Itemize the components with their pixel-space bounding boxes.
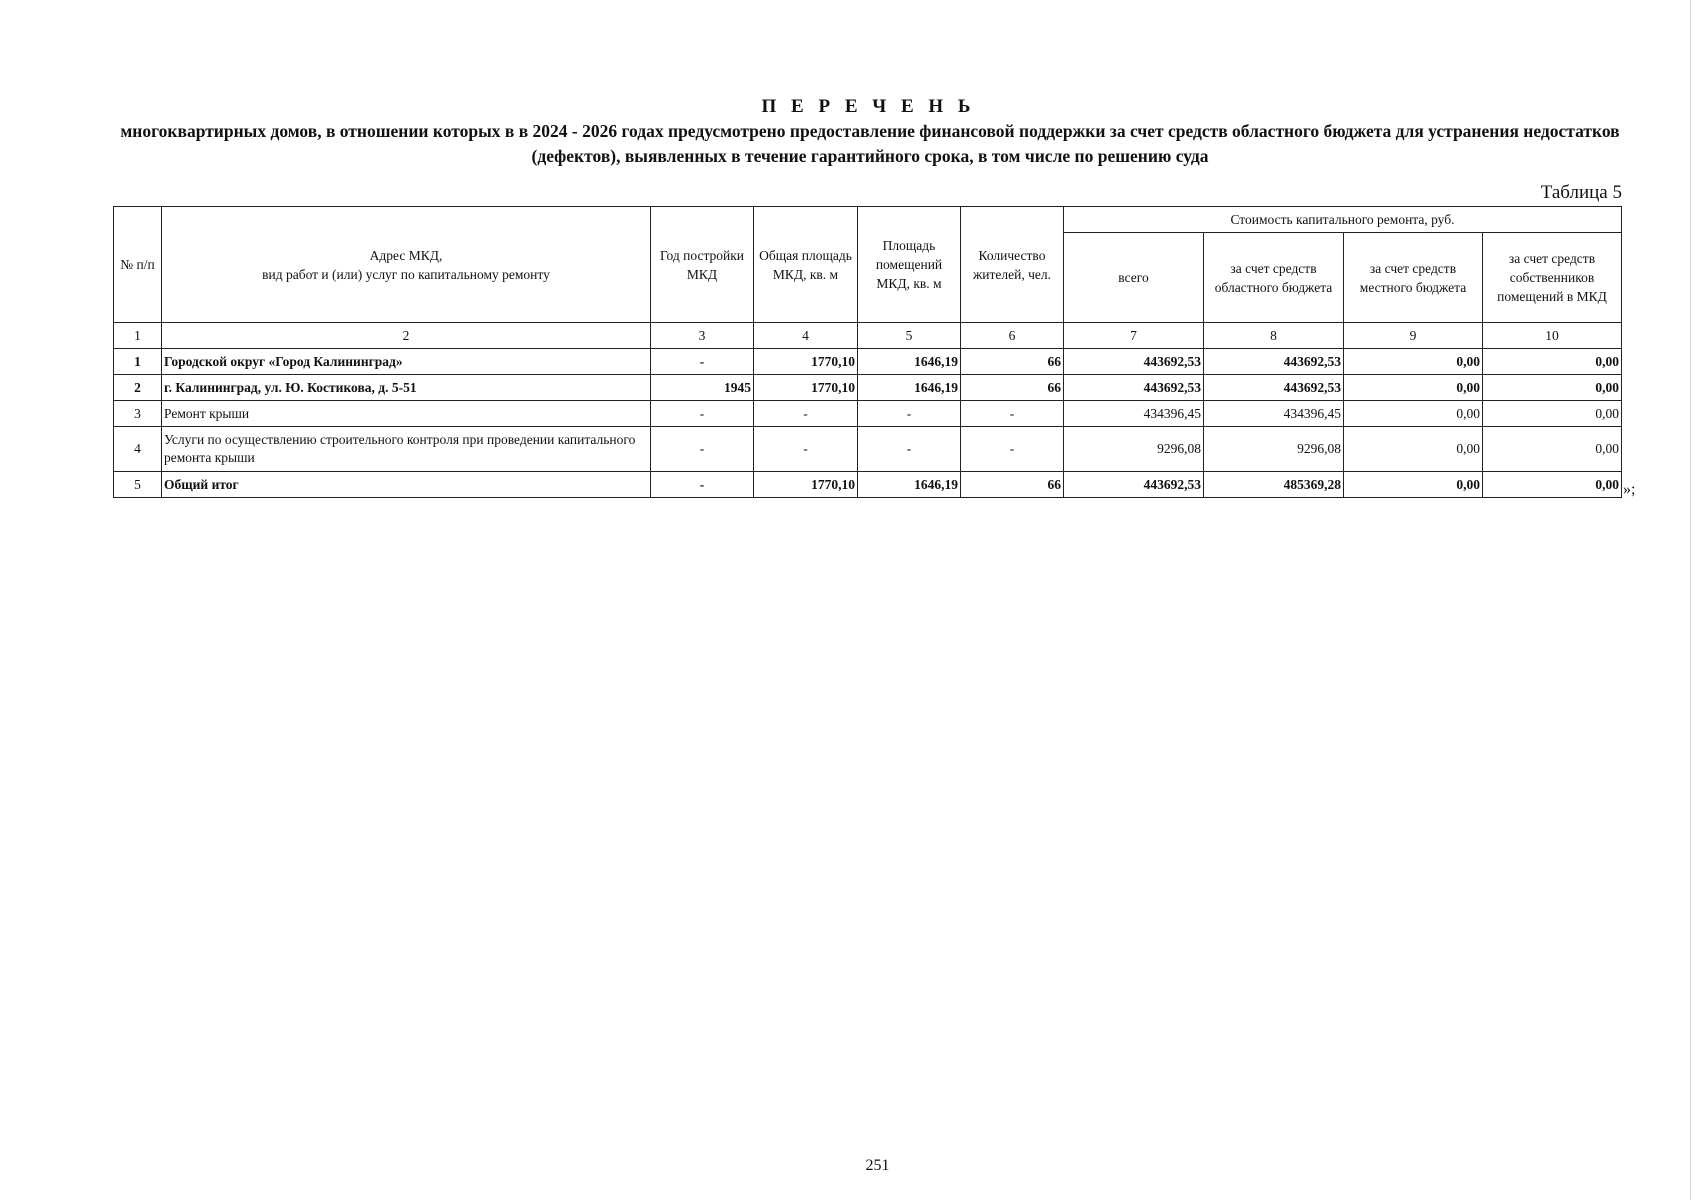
row-cost-regional: 443692,53 bbox=[1204, 349, 1344, 375]
closing-quote-mark: »; bbox=[1623, 481, 1636, 498]
row-cost-total: 9296,08 bbox=[1064, 427, 1204, 472]
header-num: № п/п bbox=[114, 207, 162, 323]
column-number: 4 bbox=[754, 323, 858, 349]
row-address: г. Калининград, ул. Ю. Костикова, д. 5-51 bbox=[162, 375, 651, 401]
header-cost-total: всего bbox=[1064, 233, 1204, 323]
document-subtitle: многоквартирных домов, в отношении которых в в 2024 - 2026 годах предусмотрено предоставление финансовой поддержки за счет средств областного бюджета для устранения недостатков (дефектов), выявленных в течение гарантийного срока, в том числе по решению суда bbox=[120, 121, 1620, 166]
table-row bbox=[114, 427, 1622, 472]
document-title: П Е Р Е Ч Е Н Ь bbox=[761, 96, 976, 117]
row-premises-area: - bbox=[858, 401, 961, 427]
table-row bbox=[114, 401, 1622, 427]
row-cost-total: 443692,53 bbox=[1064, 375, 1204, 401]
row-num: 5 bbox=[114, 472, 162, 498]
row-residents: 66 bbox=[961, 349, 1064, 375]
row-cost-owners: 0,00 bbox=[1483, 375, 1622, 401]
row-premises-area: 1646,19 bbox=[858, 375, 961, 401]
table-row bbox=[114, 349, 1622, 375]
row-premises-area: 1646,19 bbox=[858, 349, 961, 375]
row-cost-local: 0,00 bbox=[1344, 375, 1483, 401]
row-residents: 66 bbox=[961, 375, 1064, 401]
row-num: 3 bbox=[114, 401, 162, 427]
header-cost-local: за счет средств местного бюджета bbox=[1344, 233, 1483, 323]
row-num: 1 bbox=[114, 349, 162, 375]
row-year: - bbox=[651, 349, 754, 375]
table-label: Таблица 5 bbox=[1540, 182, 1622, 203]
row-cost-owners: 0,00 bbox=[1483, 349, 1622, 375]
row-num: 4 bbox=[114, 427, 162, 472]
header-cost-owners: за счет средств собственников помещений в МКД bbox=[1483, 233, 1622, 323]
row-year: - bbox=[651, 472, 754, 498]
row-total-area: - bbox=[754, 401, 858, 427]
column-number: 1 bbox=[114, 323, 162, 349]
header-cost-regional: за счет средств областного бюджета bbox=[1204, 233, 1344, 323]
row-year: - bbox=[651, 401, 754, 427]
header-residents: Количество жителей, чел. bbox=[961, 207, 1064, 323]
row-cost-owners: 0,00 bbox=[1483, 472, 1622, 498]
row-year: - bbox=[651, 427, 754, 472]
row-cost-total: 443692,53 bbox=[1064, 472, 1204, 498]
column-number: 2 bbox=[162, 323, 651, 349]
table-row bbox=[114, 375, 1622, 401]
column-number: 9 bbox=[1344, 323, 1483, 349]
row-cost-regional: 485369,28 bbox=[1204, 472, 1344, 498]
row-address: Общий итог bbox=[162, 472, 651, 498]
row-total-area: 1770,10 bbox=[754, 375, 858, 401]
row-residents: 66 bbox=[961, 472, 1064, 498]
row-address: Городской округ «Город Калининград» bbox=[162, 349, 651, 375]
row-num: 2 bbox=[114, 375, 162, 401]
column-numbers-row bbox=[114, 323, 1622, 349]
row-cost-local: 0,00 bbox=[1344, 472, 1483, 498]
row-total-area: 1770,10 bbox=[754, 472, 858, 498]
row-total-area: 1770,10 bbox=[754, 349, 858, 375]
row-cost-local: 0,00 bbox=[1344, 401, 1483, 427]
row-cost-regional: 434396,45 bbox=[1204, 401, 1344, 427]
header-cost-group: Стоимость капитального ремонта, руб. bbox=[1064, 207, 1622, 233]
page-edge-line bbox=[1690, 0, 1691, 1200]
header-premises-area: Площадь помещений МКД, кв. м bbox=[858, 207, 961, 323]
row-cost-regional: 443692,53 bbox=[1204, 375, 1344, 401]
header-year: Год постройки МКД bbox=[651, 207, 754, 323]
row-residents: - bbox=[961, 401, 1064, 427]
header-total-area: Общая площадь МКД, кв. м bbox=[754, 207, 858, 323]
row-cost-owners: 0,00 bbox=[1483, 401, 1622, 427]
row-cost-owners: 0,00 bbox=[1483, 427, 1622, 472]
row-year: 1945 bbox=[651, 375, 754, 401]
column-number: 7 bbox=[1064, 323, 1204, 349]
row-cost-local: 0,00 bbox=[1344, 427, 1483, 472]
header-address: Адрес МКД, вид работ и (или) услуг по капитальному ремонту bbox=[162, 207, 651, 323]
column-number: 8 bbox=[1204, 323, 1344, 349]
page-number: 251 bbox=[865, 1157, 890, 1174]
column-number: 5 bbox=[858, 323, 961, 349]
column-number: 10 bbox=[1483, 323, 1622, 349]
row-total-area: - bbox=[754, 427, 858, 472]
row-residents: - bbox=[961, 427, 1064, 472]
row-address: Ремонт крыши bbox=[162, 401, 651, 427]
row-cost-regional: 9296,08 bbox=[1204, 427, 1344, 472]
houses-table bbox=[113, 206, 1622, 498]
row-cost-total: 434396,45 bbox=[1064, 401, 1204, 427]
row-address: Услуги по осуществлению строительного контроля при проведении капитального ремонта крыши bbox=[162, 427, 651, 472]
table-row-total bbox=[114, 472, 1622, 498]
row-premises-area: 1646,19 bbox=[858, 472, 961, 498]
row-cost-local: 0,00 bbox=[1344, 349, 1483, 375]
column-number: 3 bbox=[651, 323, 754, 349]
column-number: 6 bbox=[961, 323, 1064, 349]
row-premises-area: - bbox=[858, 427, 961, 472]
row-cost-total: 443692,53 bbox=[1064, 349, 1204, 375]
